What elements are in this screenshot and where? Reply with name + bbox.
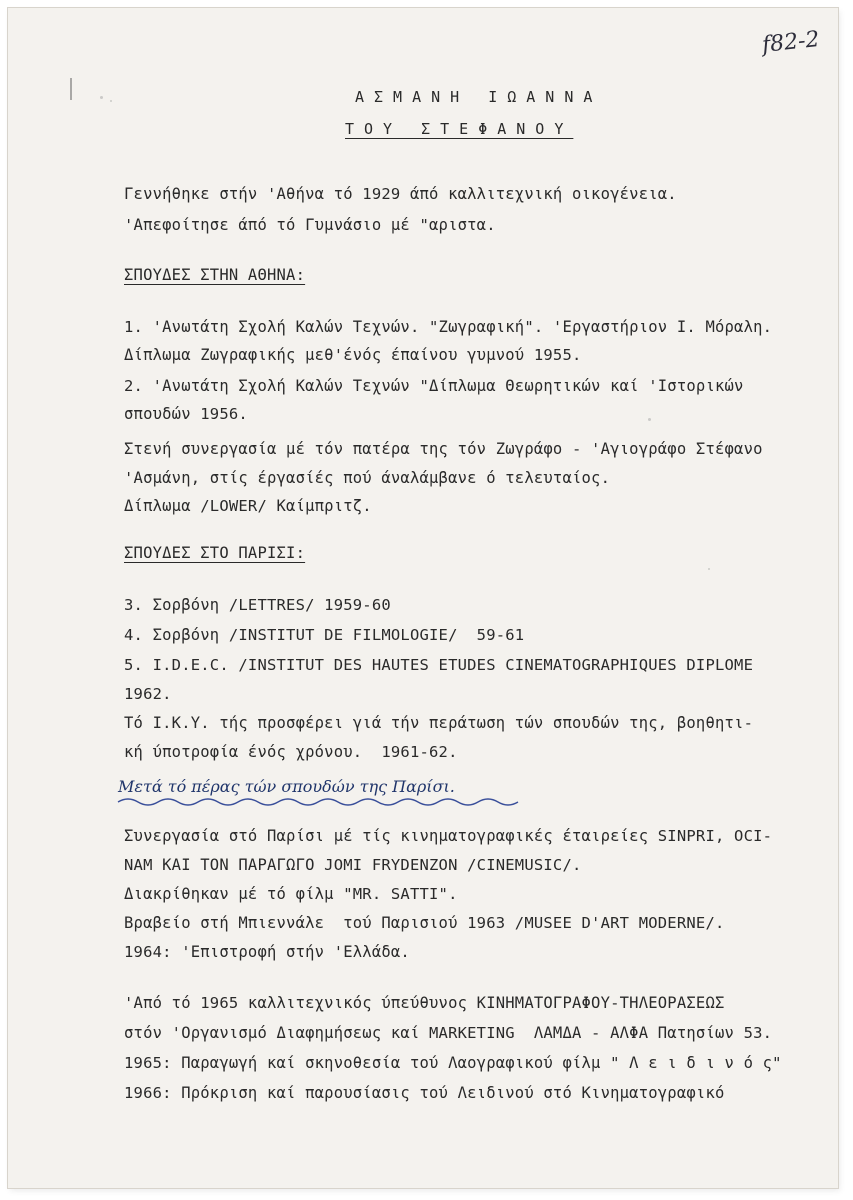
document-title-father: ΤΟΥ ΣΤΕΦΑΝΟΥ: [345, 120, 574, 138]
career-line: 'Από τό 1965 καλλιτεχνικός ύπεύθυνος ΚΙΝΗΜΑΤΟΓΡΑΦΟΥ-ΤΗΛΕΟΡΑΣΕΩΣ: [124, 994, 725, 1012]
athens-line: 'Ασμάνη, στίς έργασίές πού άναλάμβανε ό τελευταίος.: [124, 469, 611, 487]
after-paris-line: NAM ΚΑΙ ΤΟΝ ΠΑΡΑΓΩΓΟ JOMI FRYDENZON /CINEMUSIC/.: [124, 856, 582, 874]
career-line: 1965: Παραγωγή καί σκηνοθεσία τού Λαογραφικού φίλμ " Λ ε ι δ ι ν ό ς": [124, 1054, 782, 1072]
paper-speck: [100, 96, 103, 99]
paris-line: Τό Ι.Κ.Υ. τής προσφέρει γιά τήν περάτωση τών σπουδών της, βοηθητι-: [124, 714, 754, 732]
athens-line: 2. 'Ανωτάτη Σχολή Καλών Τεχνών "Δίπλωμα Θεωρητικών καί 'Ιστορικών: [124, 377, 744, 395]
paper-speck: [110, 100, 112, 102]
after-paris-line: 1964: 'Επιστροφή στήν 'Ελλάδα.: [124, 943, 410, 961]
intro-line: 'Απεφοίτησε άπό τό Γυμνάσιο μέ "αριστα.: [124, 216, 496, 234]
handwritten-underline: [116, 796, 526, 808]
athens-line: σπουδών 1956.: [124, 405, 248, 423]
paris-line: 5. I.D.E.C. /INSTITUT DES HAUTES ETUDES CINEMATOGRAPHIQUES DIPLOME: [124, 656, 754, 674]
handwritten-note: Μετά τό πέρας τών σπουδών της Παρίσι.: [118, 777, 455, 796]
paper-speck: [648, 418, 651, 421]
athens-line: Δίπλωμα Ζωγραφικής μεθ'ένός έπαίνου γυμνού 1955.: [124, 346, 582, 364]
career-line: στόν 'Οργανισμό Διαφημήσεως καί MARKETING ΛΑΜΔΑ - ΑΛΦΑ Πατησίων 53.: [124, 1024, 773, 1042]
margin-mark: [70, 78, 72, 100]
section-heading-athens: ΣΠΟΥΔΕΣ ΣΤΗΝ ΑΘΗΝΑ:: [124, 266, 306, 284]
section-heading-paris: ΣΠΟΥΔΕΣ ΣΤΟ ΠΑΡΙΣΙ:: [124, 544, 306, 562]
after-paris-line: Συνεργασία στό Παρίσι μέ τίς κινηματογραφικές έταιρείες SINPRI, OCI-: [124, 827, 773, 845]
intro-line: Γεννήθηκε στήν 'Αθήνα τό 1929 άπό καλλιτεχνική οικογένεια.: [124, 185, 677, 203]
document-title-name: ΑΣΜΑΝΗ ΙΩΑΝΝΑ: [355, 88, 603, 106]
after-paris-line: Διακρίθηκαν μέ τό φίλμ "MR. SATTI".: [124, 885, 458, 903]
paper-speck: [708, 568, 710, 570]
athens-line: Δίπλωμα /LOWER/ Καίμπριτζ.: [124, 497, 372, 515]
paris-line: κή ύποτροφία ένός χρόνου. 1961-62.: [124, 743, 458, 761]
athens-line: Στενή συνεργασία μέ τόν πατέρα της τόν Ζωγράφο - 'Αγιογράφο Στέφανο: [124, 440, 763, 458]
career-line: 1966: Πρόκριση καί παρουσίασις τού Λειδινού στό Κινηματογραφικό: [124, 1084, 725, 1102]
paris-line: 3. Σορβόνη /LETTRES/ 1959-60: [124, 596, 391, 614]
paris-line: 1962.: [124, 685, 172, 703]
paris-line: 4. Σορβόνη /INSTITUT DE FILMOLOGIE/ 59-61: [124, 626, 525, 644]
after-paris-line: Βραβείο στή Μπιεννάλε τού Παρισιού 1963 /MUSEE D'ART MODERNE/.: [124, 914, 725, 932]
archive-number: f82-2: [761, 27, 822, 58]
athens-line: 1. 'Ανωτάτη Σχολή Καλών Τεχνών. "Ζωγραφική". 'Εργαστήριον Ι. Μόραλη.: [124, 318, 773, 336]
